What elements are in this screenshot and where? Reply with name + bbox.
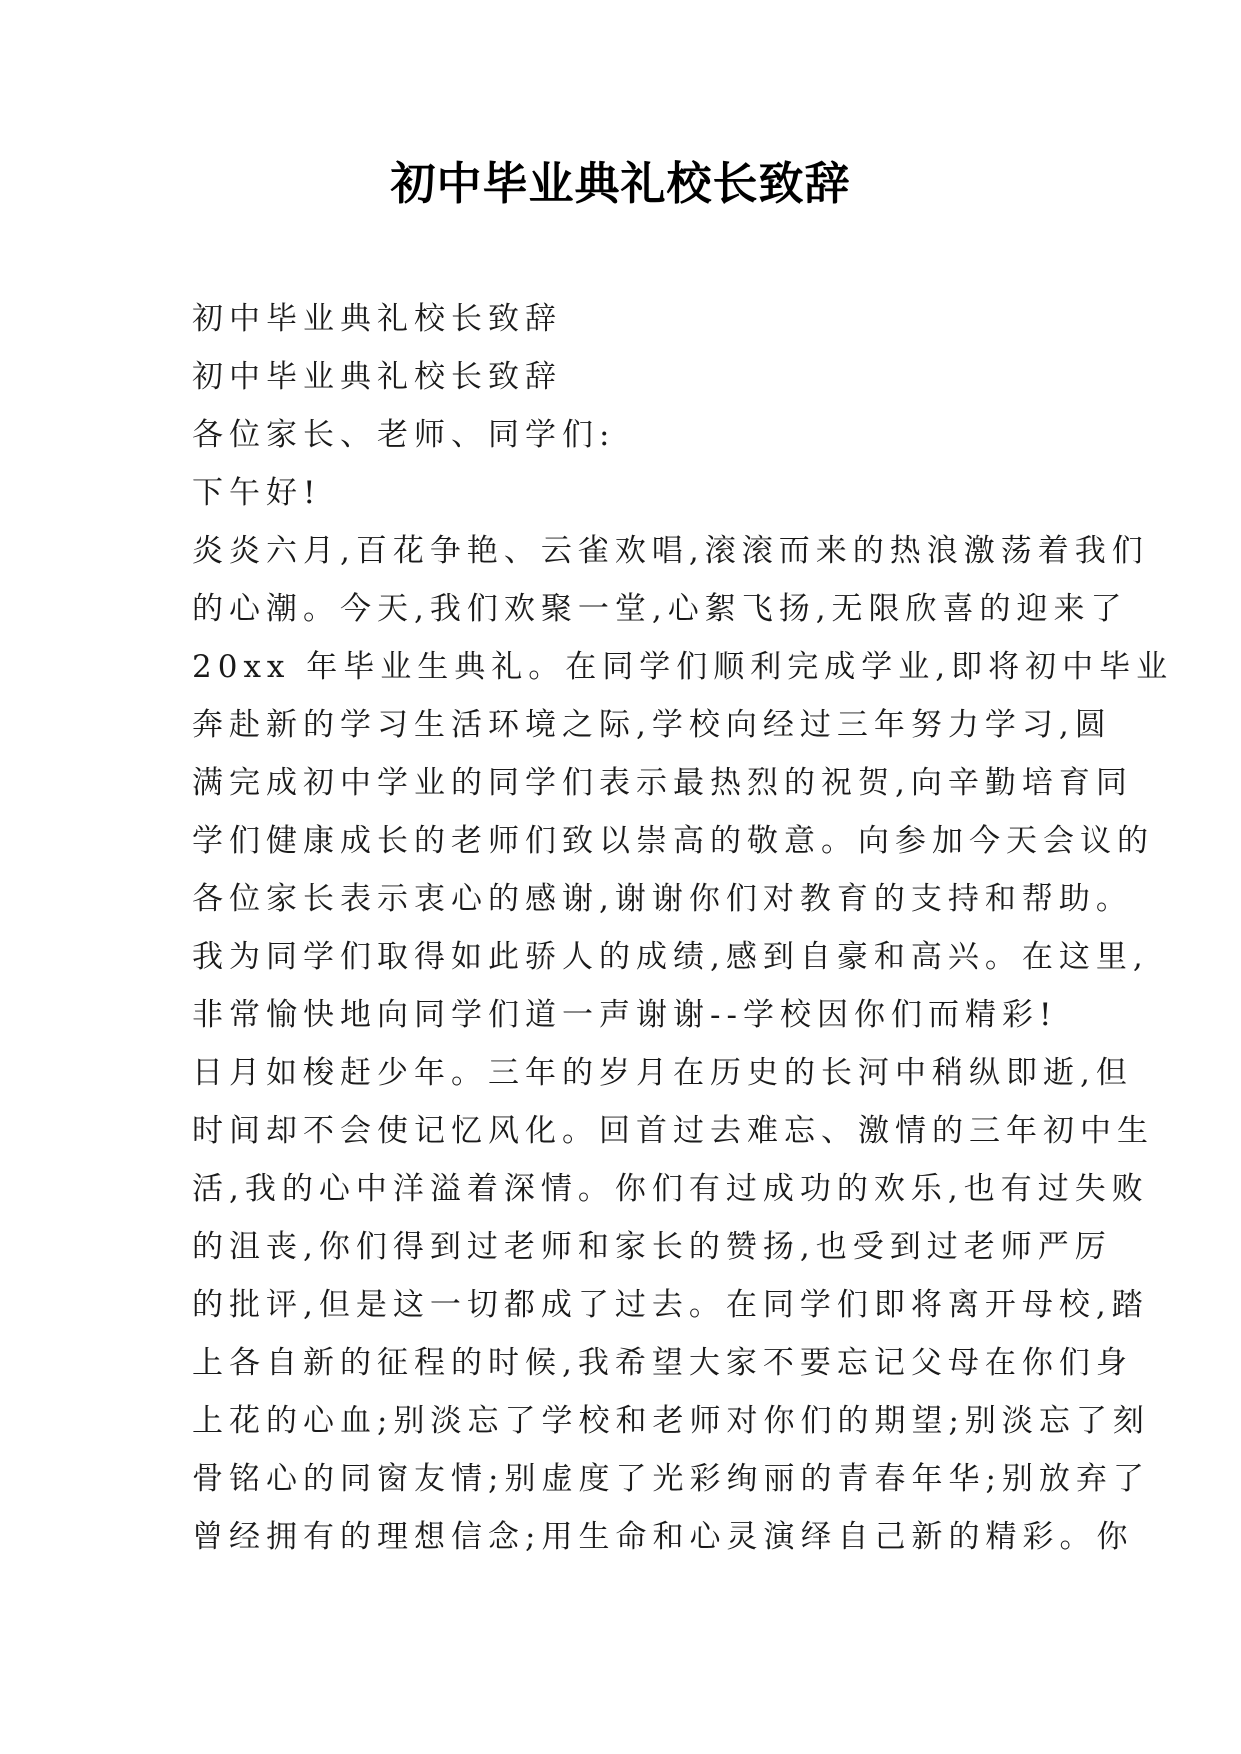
- greeting: 下午好!: [192, 475, 322, 511]
- text-line: 的心潮。今天,我们欢聚一堂,心絮飞扬,无限欣喜的迎来了: [192, 591, 1128, 627]
- text-line: 满完成初中学业的同学们表示最热烈的祝贺,向辛勤培育同: [192, 765, 1133, 801]
- text-line: 初中毕业典礼校长致辞: [192, 359, 562, 395]
- text-line: 时间却不会使记忆风化。回首过去难忘、激情的三年初中生: [192, 1113, 1154, 1149]
- text-line: 上花的心血;别淡忘了学校和老师对你们的期望;别淡忘了刻: [192, 1403, 1150, 1439]
- text-line: 奔赴新的学习生活环境之际,学校向经过三年努力学习,圆: [192, 707, 1112, 743]
- text-line: 曾经拥有的理想信念;用生命和心灵演绎自己新的精彩。你: [192, 1519, 1134, 1555]
- text-line: 的沮丧,你们得到过老师和家长的赞扬,也受到过老师严厉: [192, 1229, 1112, 1265]
- text-line: 炎炎六月,百花争艳、云雀欢唱,滚滚而来的热浪激荡着我们: [192, 533, 1149, 569]
- text-line: 上各自新的征程的时候,我希望大家不要忘记父母在你们身: [192, 1345, 1133, 1381]
- text-line: 学们健康成长的老师们致以崇高的敬意。向参加今天会议的: [192, 823, 1154, 859]
- document-body: [192, 290, 1174, 1566]
- text-line: 活,我的心中洋溢着深情。你们有过成功的欢乐,也有过失败: [192, 1171, 1149, 1207]
- text-line: 骨铭心的同窗友情;别虚度了光彩绚丽的青春年华;别放弃了: [192, 1461, 1150, 1497]
- text-line: 非常愉快地向同学们道一声谢谢--学校因你们而精彩!: [192, 997, 1058, 1033]
- document-title: 初中毕业典礼校长致辞: [390, 157, 851, 210]
- salutation: 各位家长、老师、同学们:: [192, 417, 616, 453]
- text-line: 的批评,但是这一切都成了过去。在同学们即将离开母校,踏: [192, 1287, 1149, 1323]
- text-line: 各位家长表示衷心的感谢,谢谢你们对教育的支持和帮助。: [192, 881, 1133, 917]
- text-line: 我为同学们取得如此骄人的成绩,感到自豪和高兴。在这里,: [192, 939, 1149, 975]
- text-line: 20xx 年毕业生典礼。在同学们顺利完成学业,即将初中毕业: [192, 649, 1174, 685]
- text-line: 日月如梭赶少年。三年的岁月在历史的长河中稍纵即逝,但: [192, 1055, 1133, 1091]
- text-line: 初中毕业典礼校长致辞: [192, 301, 562, 337]
